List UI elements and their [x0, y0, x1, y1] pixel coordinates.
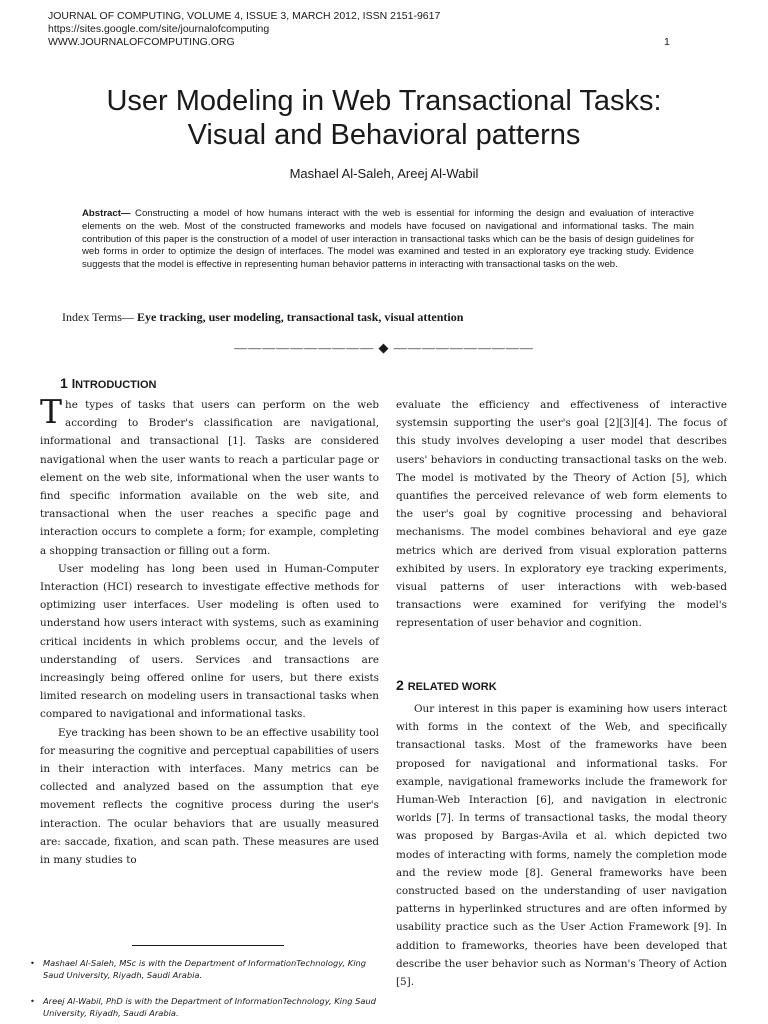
left-column — [40, 392, 379, 869]
drop-cap: T — [40, 392, 63, 431]
intro-paragraph-1-text: he types of tasks that users can perform on the web according to Broder's classification are navigational, informational and transactional [1]. Tasks are considered navigational when the user wants to reach a particular page or element on the web site, informational when the user wants to find specific information available on the web site, and transactional when the user reaches a specific page and interaction occurs to complete a form; for example, completing a shopping transaction or filling out a form. — [40, 399, 379, 557]
index-terms-label: Index Terms— — [62, 310, 134, 324]
abstract-label: Abstract— — [82, 208, 131, 219]
section-divider: —————————— ◆ —————————— — [234, 340, 534, 355]
authors: Mashael Al-Saleh, Areej Al-Wabil — [289, 166, 479, 181]
title-line-2: Visual and Behavioral patterns — [187, 119, 581, 151]
footnote-2-text: Areej Al-Wabil, PhD is with the Department of InformationTechnology, King Saud University, Riyadh, Saudi Arabia. — [43, 996, 377, 1018]
abstract-text: Constructing a model of how humans interact with the web is essential for informing the design and evaluation of interactive elements on the web. Most of the constructed frameworks and models have focused on navigational and informational tasks. The main contribution of this paper is the construction of a model of user interaction in transactional tasks which can be the basis of design guidelines for web forms in order to optimize the design of interfaces. The model was examined and tested in an exploratory eye tracking study. Evidence suggests that the model is effective in representing human behavior patterns in interacting with transactional tasks on the web. — [82, 208, 694, 271]
section-2-title: RELATED WORK — [407, 681, 497, 693]
footnote-bullet: • — [30, 996, 35, 1006]
footnote-1 — [30, 957, 380, 981]
right-column-related-work — [396, 700, 727, 991]
right-column-intro — [396, 396, 727, 633]
journal-line: JOURNAL OF COMPUTING, VOLUME 4, ISSUE 3, MARCH 2012, ISSN 2151-9617 — [48, 10, 441, 22]
intro-paragraph-2: User modeling has long been used in Human-Computer Interaction (HCI) research to investigate effective methods for optimizing user interfaces. User modeling is often used to understand how users interact with systems, such as examining critical incidents in which problems occur, and the levels of understanding of users. Services and transactions are increasingly being offered online for users, but there exists limited research on modeling users in transactional tasks when compared to navigational and informational tasks. — [40, 562, 379, 721]
intro-paragraph-4: evaluate the efficiency and effectiveness of interactive systemsin supporting the user's goal [2][3][4]. The focus of this study involves developing a user model that describes users' behaviors in conducting transactional tasks on the web. The model is motivated by the Theory of Action [5], which quantifies the perceived relevance of web form elements to the user's goal by cognitive processing and behavioral mechanisms. The model combines behavioral and eye gaze metrics which are derived from visual exploration patterns exhibited by users. In exploratory eye tracking experiments, visual patterns of user interactions with web-based transactions were examined for verifying the model's representation of user behavior and cognition. — [396, 399, 727, 630]
index-terms — [62, 310, 463, 325]
section-1-title-rest: NTRODUCTION — [75, 379, 157, 391]
paper-title — [40, 84, 728, 152]
section-2-number: 2 — [396, 677, 408, 693]
journal-site[interactable]: WWW.JOURNALOFCOMPUTING.ORG — [48, 36, 235, 48]
section-1-heading — [60, 375, 156, 391]
index-terms-list: Eye tracking, user modeling, transactional task, visual attention — [133, 310, 464, 324]
journal-url[interactable]: https://sites.google.com/site/journalofcomputing — [48, 23, 270, 35]
footnote-bullet: • — [30, 958, 35, 968]
intro-paragraph-1 — [40, 392, 379, 560]
related-work-paragraph-1: Our interest in this paper is examining how users interact with forms in the context of the Web, and specifically transactional tasks. Most of the frameworks have been proposed for navigational and informational tasks. For example, navigational frameworks include the framework for Human-Web Interaction [6], and navigation in electronic worlds [7]. In terms of transactional tasks, the modal theory was proposed by Bargas-Avila et al. which depicted two modes of interacting with forms, namely the completion mode and the review mode [8]. General frameworks have been constructed based on the understanding of user navigation patterns in hyperlinked structures and are often informed by usability practice such as the User Action Framework [9]. In addition to frameworks, theories have been developed that describe the user behavior such as Norman's Theory of Action [5]. — [396, 703, 727, 989]
running-header — [48, 10, 440, 49]
intro-paragraph-3: Eye tracking has been shown to be an effective usability tool for measuring the cognitive and perceptual capabilities of users in their interaction with interfaces. Many metrics can be collected and analyzed based on the assumption that eye movement reflects the cognitive process during the user's interaction. The ocular behaviors that are usually measured are: saccade, fixation, and scan path. These measures are used in many studies to — [40, 726, 379, 867]
abstract — [82, 208, 694, 272]
section-2-heading — [396, 677, 497, 693]
section-1-number: 1 — [60, 375, 72, 391]
footnote-1-text: Mashael Al-Saleh, MSc is with the Department of InformationTechnology, King Saud University, Riyadh, Saudi Arabia. — [43, 958, 367, 980]
page-number: 1 — [664, 36, 670, 48]
title-line-1: User Modeling in Web Transactional Tasks: — [106, 85, 662, 117]
section-1-title-initial: I — [71, 377, 76, 391]
footnote-2 — [30, 995, 380, 1019]
footnote-rule — [132, 945, 284, 946]
